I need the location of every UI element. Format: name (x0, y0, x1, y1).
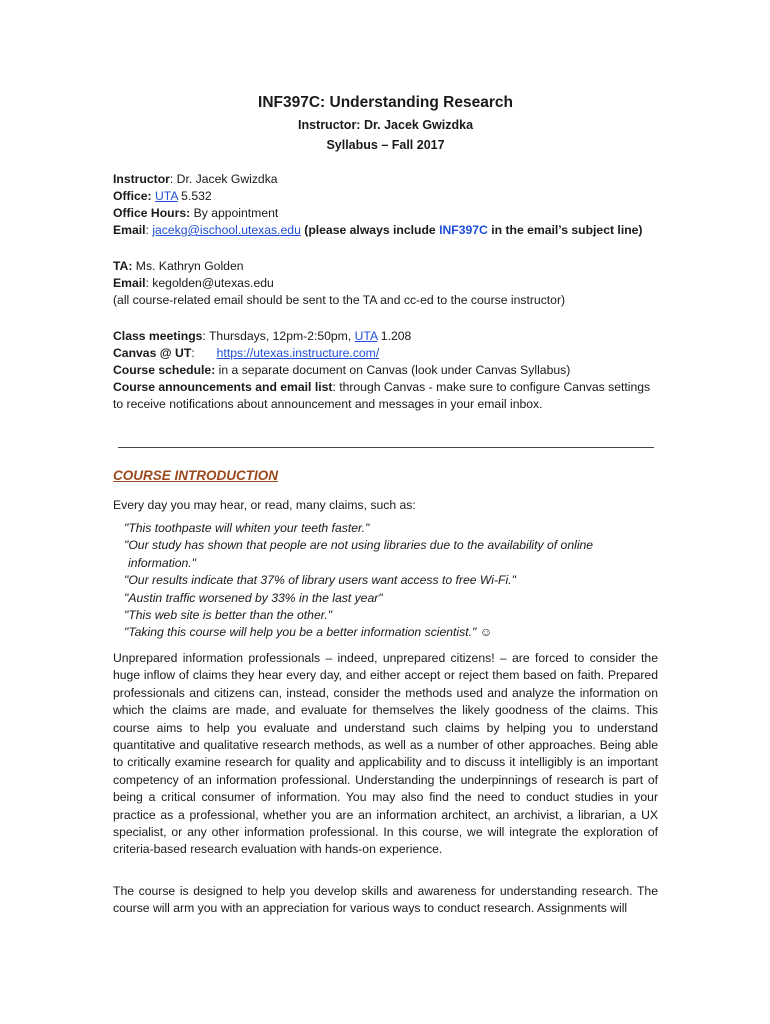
office-hours-value: By appointment (190, 206, 279, 220)
classroom-number: 1.208 (377, 329, 412, 343)
email-note-pre: (please always include (300, 223, 440, 237)
email-colon: : (145, 223, 153, 237)
announcements-label: Course announcements and email list (113, 380, 333, 394)
office-room: 5.532 (177, 189, 212, 203)
instructor-label: Instructor (113, 172, 170, 186)
syllabus-subtitle: Syllabus – Fall 2017 (326, 138, 445, 152)
intro-paragraph-1: Unprepared information professionals – indeed, unprepared citizens! – are forced to consider the huge inflow of claims they hear every day, and either accept or reject them based on faith. Prepared professionals and citizens can, instead, consider the methods used and analyze the information on which the claims are made, and evaluate for themselves the likely goodness of the claims. This course aims to help you evaluate and understand such claims by helping you to understand quantitative and qualitative research methods, as well as a number of other approaches. Being able to critically examine research for quality and applicability and to discuss it intelligibly is an important competency of an information professional. Understanding the underpinnings of research is part of being a critical consumer of information. You may also find the need to conduct studies in your practice as a professional, whether you are an information architect, an archivist, a librarian, a UX specialist, or any other information professional. In this course, we will integrate the exploration of criteria-based research evaluation with hands-on experience. (113, 651, 658, 857)
office-label: Office: (113, 189, 152, 203)
intro-paragraph-2: The course is designed to help you develop skills and awareness for understanding research. The course will arm you with an appreciation for various ways to conduct research. Assignments will (113, 884, 658, 916)
classroom-building-link[interactable]: UTA (354, 329, 378, 343)
canvas-row (113, 345, 379, 361)
class-meetings-row (113, 328, 411, 344)
office-building-link[interactable]: UTA (155, 189, 178, 203)
ta-value: Ms. Kathryn Golden (132, 259, 244, 273)
claims-quote-list (124, 520, 658, 642)
instructor-email-link[interactable]: jacekg@ischool.utexas.edu (152, 223, 301, 237)
quote-item: "This toothpaste will whiten your teeth faster." (124, 521, 370, 535)
email-row (113, 222, 642, 238)
quote-item: "Our results indicate that 37% of library users want access to free Wi-Fi." (124, 573, 516, 588)
class-meetings-value: : Thursdays, 12pm-2:50pm, (202, 329, 355, 343)
course-schedule-row (113, 362, 570, 378)
announcements-value: : through Canvas - make sure to configure Canvas settings (332, 380, 651, 394)
ta-email-value: : kegolden@utexas.edu (145, 276, 274, 290)
quote-item: "Austin traffic worsened by 33% in the last year" (124, 590, 383, 605)
section-divider (118, 447, 654, 448)
announcements-row-2: to receive notifications about announcement and messages in your email inbox. (113, 397, 543, 411)
ta-email-label: Email (113, 276, 146, 290)
canvas-link[interactable]: https://utexas.instructure.com/ (216, 346, 380, 360)
office-row (113, 188, 212, 204)
quote-item: "Taking this course will help you be a better information scientist." ☺ (124, 625, 493, 640)
page-title: INF397C: Understanding Research (258, 94, 513, 111)
ta-row (113, 258, 244, 274)
course-schedule-value: in a separate document on Canvas (look under Canvas Syllabus) (215, 363, 571, 377)
canvas-colon: : (191, 346, 195, 360)
class-meetings-label: Class meetings (113, 329, 203, 343)
office-hours-row (113, 205, 278, 221)
course-schedule-label: Course schedule: (113, 363, 216, 377)
email-label: Email (113, 223, 146, 237)
canvas-label: Canvas @ UT (113, 346, 192, 360)
course-introduction-heading: COURSE INTRODUCTION (113, 468, 278, 483)
ta-email-row (113, 275, 274, 291)
quote-item: "Our study has shown that people are not using libraries due to the availability of online (124, 538, 594, 553)
office-hours-label: Office Hours: (113, 206, 191, 220)
instructor-row (113, 171, 278, 187)
email-note-code: INF397C (439, 223, 488, 237)
instructor-subtitle: Instructor: Dr. Jacek Gwizdka (297, 118, 474, 132)
intro-lead: Every day you may hear, or read, many claims, such as: (113, 498, 416, 512)
quote-item: "This web site is better than the other." (124, 608, 333, 623)
ta-label: TA: (113, 259, 133, 273)
ta-note: (all course-related email should be sent to the TA and cc-ed to the course instructor) (113, 293, 566, 307)
announcements-row (113, 379, 650, 395)
instructor-value: : Dr. Jacek Gwizdka (169, 172, 278, 186)
quote-item-continuation: information." (128, 555, 197, 570)
email-note-post: in the email’s subject line) (487, 223, 643, 237)
